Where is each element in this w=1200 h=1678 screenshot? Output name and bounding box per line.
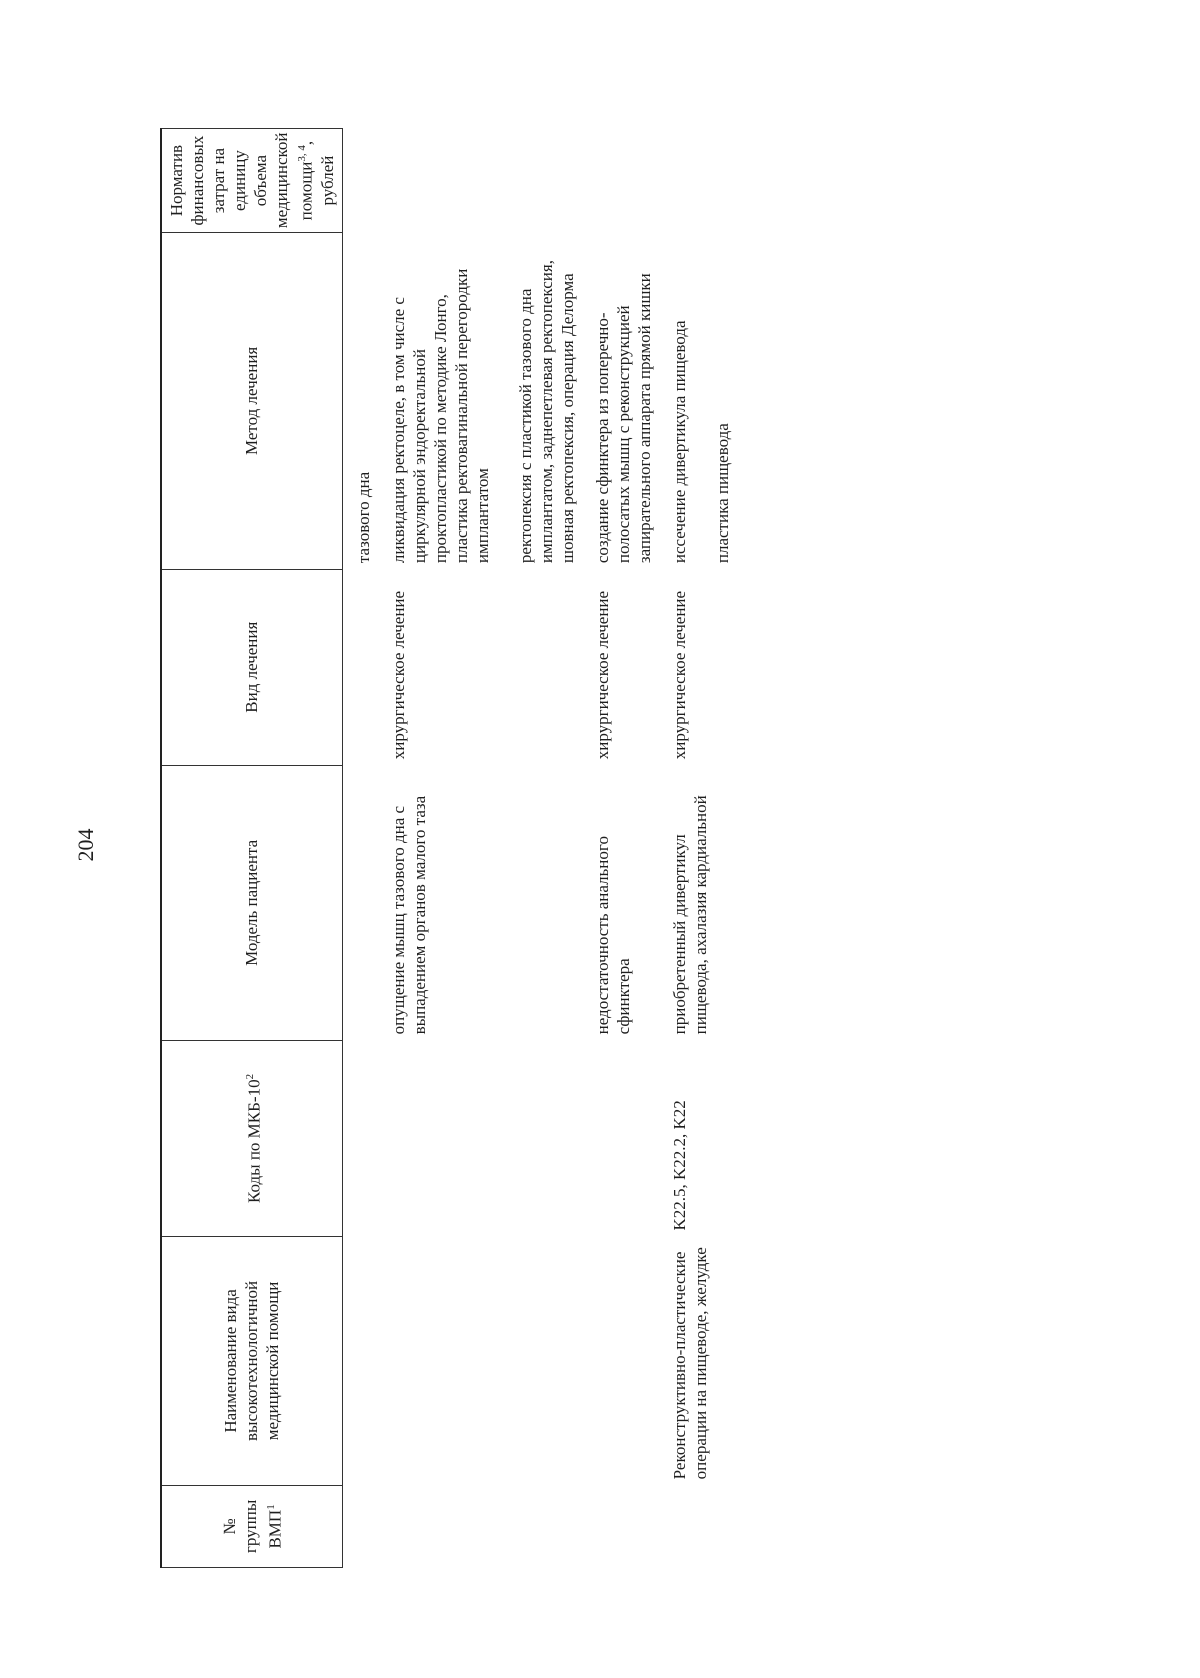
header-treatment-type: Вид лечения: [161, 569, 342, 765]
table-header-row: [161, 129, 342, 1568]
page-number: 204: [73, 828, 98, 862]
table-row: [378, 129, 582, 1568]
vmp-name-cell: Реконструктивно-пластические операции на пищеводе, желудке: [669, 1247, 710, 1480]
patient-model-cell: опущение мышц тазового дна с выпадением органов малого таза: [388, 795, 429, 1035]
icd-codes-cell: K22.5, K22.2, K22: [669, 1100, 689, 1231]
rotated-table-container: [160, 128, 1060, 1568]
method-cell: иссечение дивертикула пищевода пластика пищевода: [669, 320, 732, 564]
method-cell: тазового дна: [353, 471, 373, 564]
method-cell: ликвидация ректоцеле, в том числе с циркулярной эндоректальной проктопластикой по методике Лонго, пластика ректовагинальной перегородки имплантатом ректопексия с пластикой тазового дна имплантатом, заднепетлевая ректопексия, шовная ректопексия, операция Делорма: [388, 260, 577, 564]
patient-model-cell: приобретенный дивертикул пищевода, ахалазия кардиальной: [669, 795, 710, 1035]
patient-model-cell: недостаточность анального сфинктера: [592, 836, 633, 1035]
header-group-number: № группы ВМП$^1$: [161, 1485, 342, 1567]
vmp-table: [160, 128, 737, 1568]
treatment-type-cell: хирургическое лечение: [592, 590, 612, 760]
header-cost-norm: Норматив финансовых затрат на единицу объема медицинской помощи$^{3, 4}$, рублей: [161, 129, 342, 233]
treatment-type-cell: хирургическое лечение: [388, 590, 408, 760]
header-vmp-name: Наименование вида высокотехнологичной медицинской помощи: [161, 1237, 342, 1486]
table-row: [582, 129, 659, 1568]
header-treatment-method: Метод лечения: [161, 233, 342, 569]
treatment-type-cell: хирургическое лечение: [669, 590, 689, 760]
table-row: [342, 129, 378, 1568]
table-row: [659, 129, 737, 1568]
header-icd-codes: Коды по МКБ-$10^2$: [161, 1040, 342, 1236]
method-cell: создание сфинктера из поперечно-полосатых мышц с реконструкцией запирательного аппарата прямой кишки: [592, 273, 654, 564]
header-patient-model: Модель пациента: [161, 765, 342, 1040]
